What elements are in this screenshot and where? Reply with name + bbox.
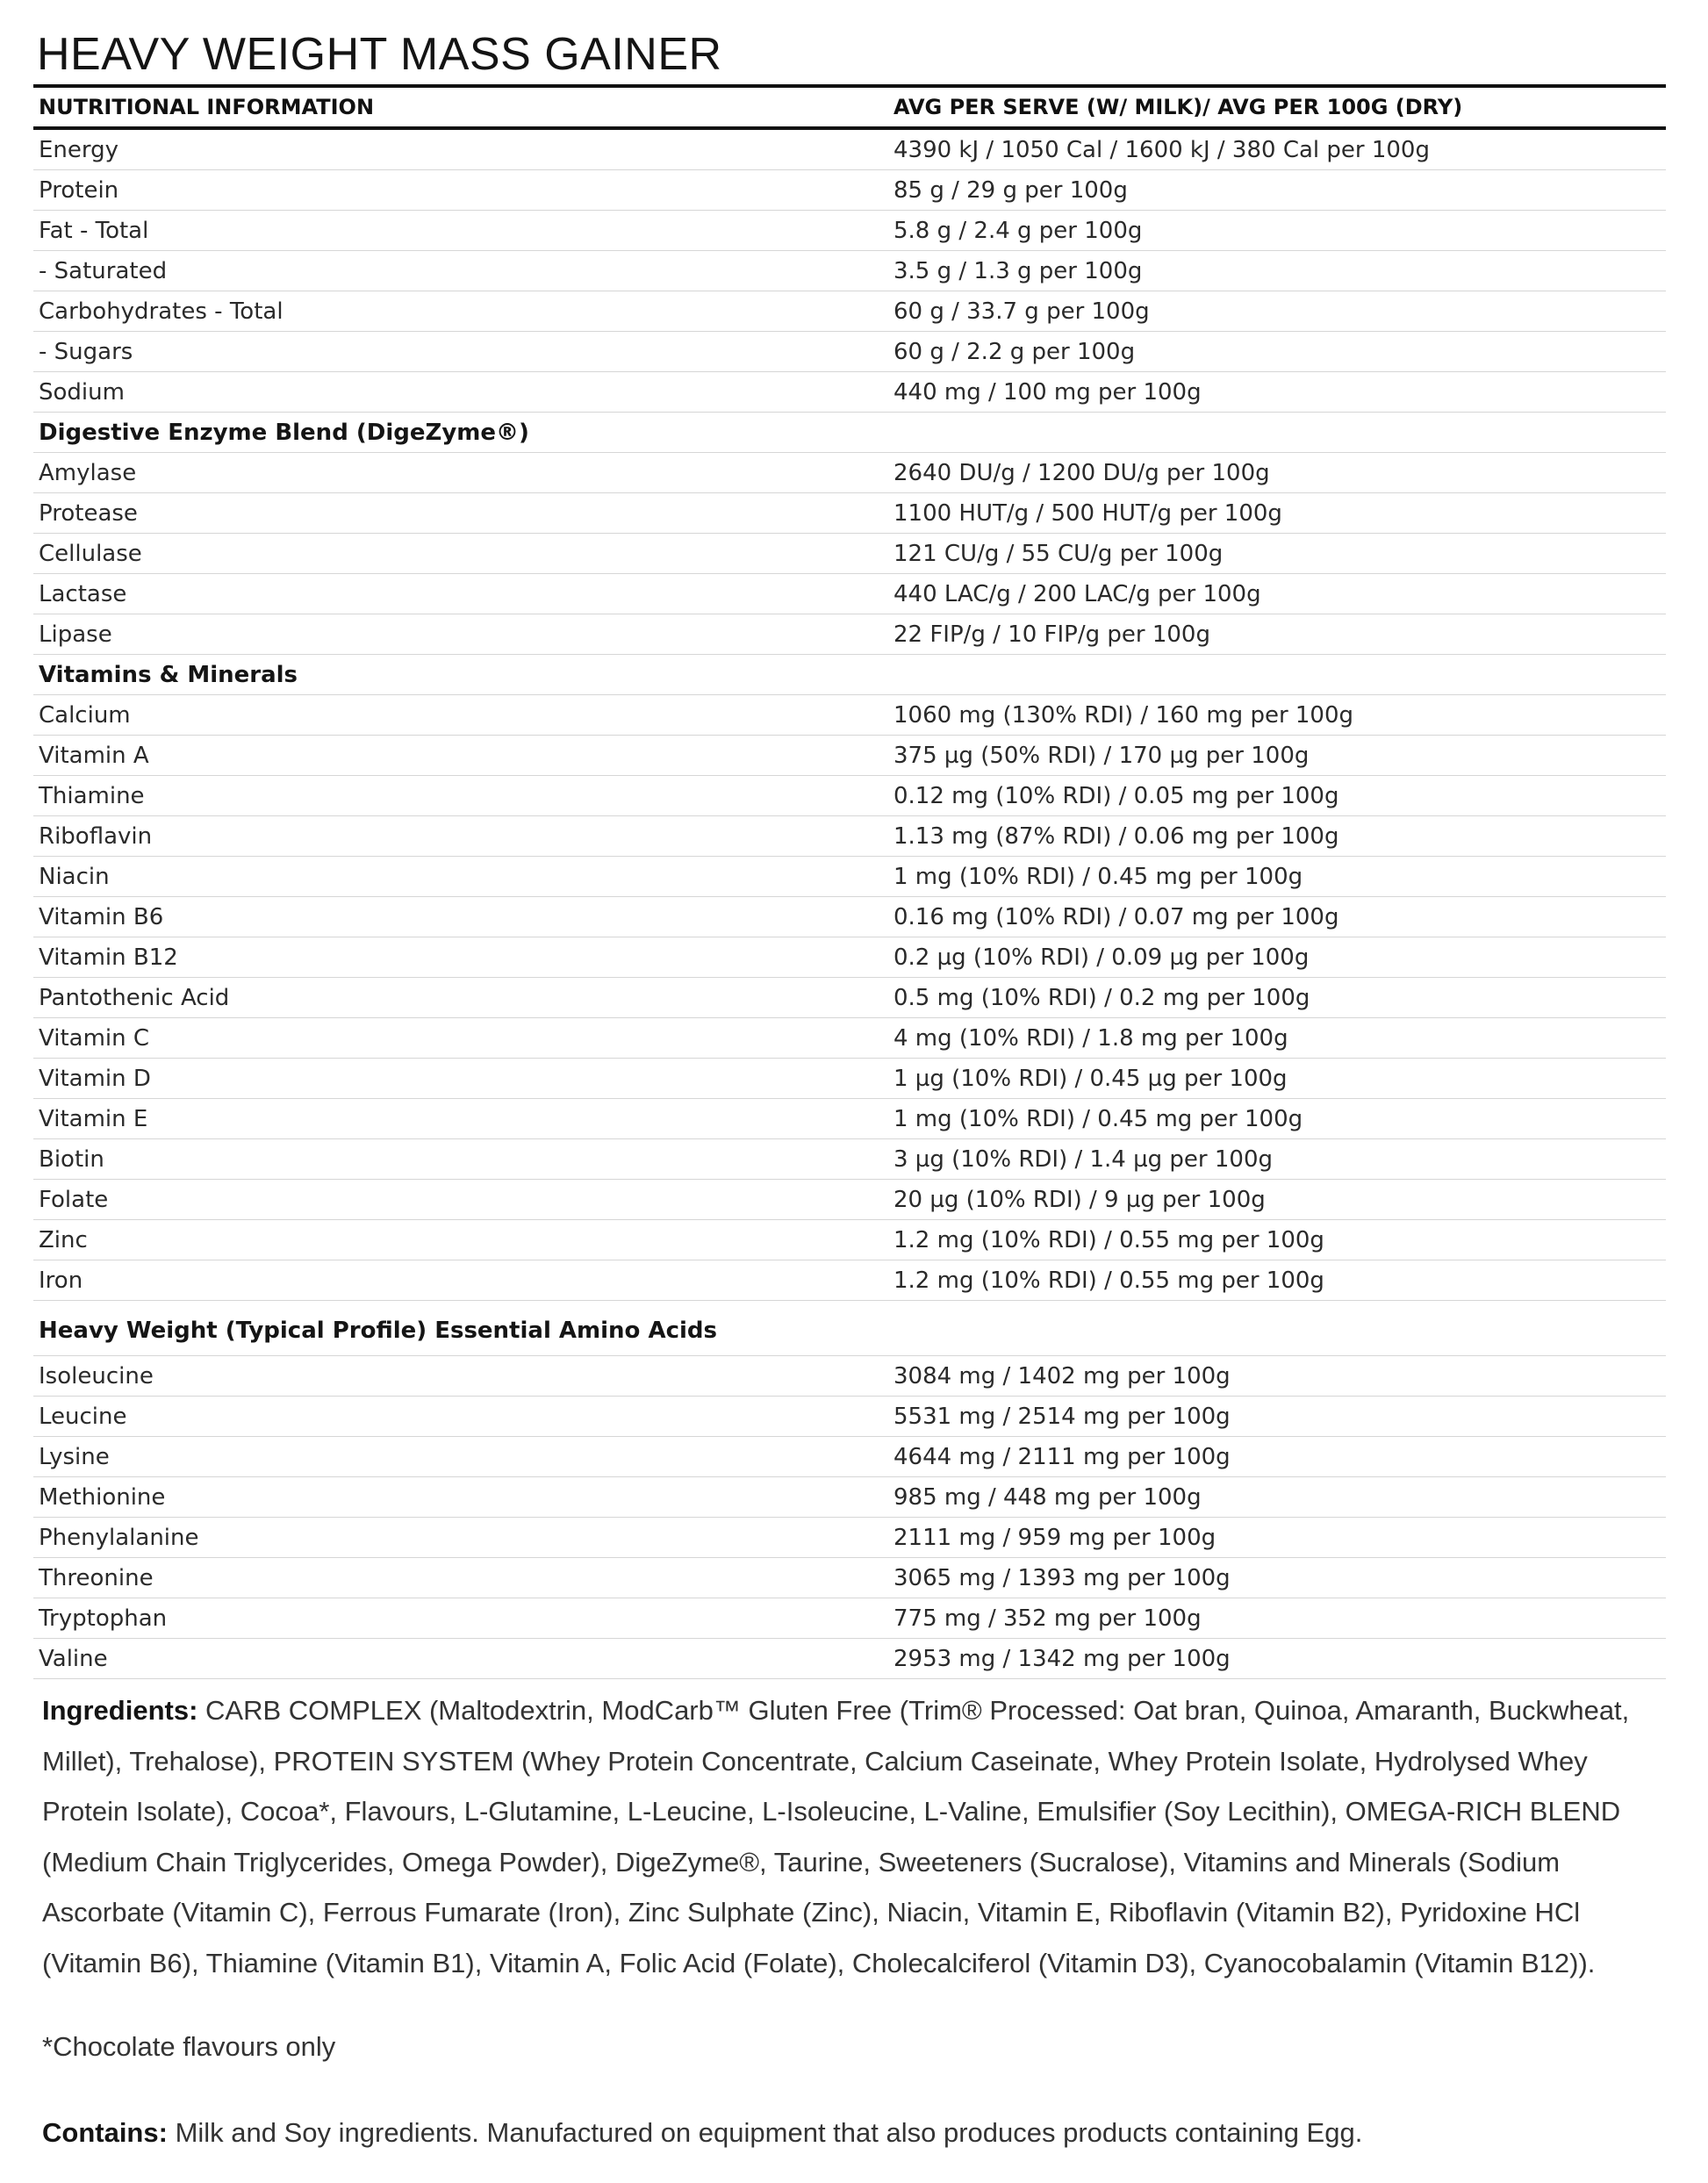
table-row [33, 1639, 1666, 1679]
table-row [33, 1437, 1666, 1477]
table-row [33, 1059, 1666, 1099]
nutrient-name: Fat - Total [33, 211, 888, 251]
nutrient-amount: 1060 mg (130% RDI) / 160 mg per 100g [888, 695, 1666, 736]
nutrient-amount: 3 µg (10% RDI) / 1.4 µg per 100g [888, 1139, 1666, 1180]
table-row [33, 1518, 1666, 1558]
table-row [33, 1558, 1666, 1598]
nutrient-amount: 0.16 mg (10% RDI) / 0.07 mg per 100g [888, 897, 1666, 937]
table-row [33, 857, 1666, 897]
ingredients-text [42, 1685, 1657, 1988]
table-row [33, 574, 1666, 614]
nutrient-amount: 0.12 mg (10% RDI) / 0.05 mg per 100g [888, 776, 1666, 816]
nutrient-name: Biotin [33, 1139, 888, 1180]
nutrient-amount: 985 mg / 448 mg per 100g [888, 1477, 1666, 1518]
nutrient-name: Vitamin B12 [33, 937, 888, 978]
table-row [33, 1356, 1666, 1397]
table-row [33, 614, 1666, 655]
nutrient-name: Vitamin D [33, 1059, 888, 1099]
nutrient-amount: 4644 mg / 2111 mg per 100g [888, 1437, 1666, 1477]
nutrient-amount: 2640 DU/g / 1200 DU/g per 100g [888, 453, 1666, 493]
nutrient-name: Threonine [33, 1558, 888, 1598]
section-header-row [33, 413, 1666, 453]
nutrient-amount: 22 FIP/g / 10 FIP/g per 100g [888, 614, 1666, 655]
nutrient-amount: 3084 mg / 1402 mg per 100g [888, 1356, 1666, 1397]
nutrient-amount: 3065 mg / 1393 mg per 100g [888, 1558, 1666, 1598]
nutrient-amount: 5531 mg / 2514 mg per 100g [888, 1397, 1666, 1437]
nutrient-name: Zinc [33, 1220, 888, 1260]
nutrient-name: Cellulase [33, 534, 888, 574]
table-row [33, 211, 1666, 251]
nutrient-name: Vitamin A [33, 736, 888, 776]
nutrient-amount: 1 mg (10% RDI) / 0.45 mg per 100g [888, 857, 1666, 897]
nutrient-amount: 4 mg (10% RDI) / 1.8 mg per 100g [888, 1018, 1666, 1059]
ingredients-label: Ingredients: [42, 1695, 198, 1726]
table-row [33, 1018, 1666, 1059]
nutrient-amount: 1.2 mg (10% RDI) / 0.55 mg per 100g [888, 1260, 1666, 1301]
nutrient-name: Riboflavin [33, 816, 888, 857]
nutrient-amount: 440 mg / 100 mg per 100g [888, 372, 1666, 413]
allergen-statement [42, 2115, 1362, 2151]
nutrient-amount: 1.13 mg (87% RDI) / 0.06 mg per 100g [888, 816, 1666, 857]
table-row [33, 1099, 1666, 1139]
section-title: Heavy Weight (Typical Profile) Essential Amino Acids [33, 1301, 888, 1356]
nutrient-name: Iron [33, 1260, 888, 1301]
table-row [33, 695, 1666, 736]
table-row [33, 1598, 1666, 1639]
table-row [33, 816, 1666, 857]
nutrient-amount: 0.2 µg (10% RDI) / 0.09 µg per 100g [888, 937, 1666, 978]
table-row [33, 1260, 1666, 1301]
nutrient-name: Calcium [33, 695, 888, 736]
nutrient-name: Protease [33, 493, 888, 534]
nutrient-name: - Saturated [33, 251, 888, 291]
nutrient-amount: 60 g / 33.7 g per 100g [888, 291, 1666, 332]
contains-label: Contains: [42, 2117, 168, 2148]
nutrient-amount [888, 655, 1666, 695]
nutrient-amount: 0.5 mg (10% RDI) / 0.2 mg per 100g [888, 978, 1666, 1018]
table-row [33, 128, 1666, 170]
nutrient-amount: 2111 mg / 959 mg per 100g [888, 1518, 1666, 1558]
table-row [33, 291, 1666, 332]
table-row [33, 897, 1666, 937]
table-row [33, 332, 1666, 372]
nutrient-amount: 1100 HUT/g / 500 HUT/g per 100g [888, 493, 1666, 534]
nutrient-name: Vitamin C [33, 1018, 888, 1059]
nutrient-amount [888, 1301, 1666, 1356]
nutrient-name: Phenylalanine [33, 1518, 888, 1558]
nutrient-name: Carbohydrates - Total [33, 291, 888, 332]
nutrient-name: Protein [33, 170, 888, 211]
table-row [33, 937, 1666, 978]
nutrient-name: Vitamin B6 [33, 897, 888, 937]
nutrient-name: Amylase [33, 453, 888, 493]
nutrient-amount: 1 mg (10% RDI) / 0.45 mg per 100g [888, 1099, 1666, 1139]
nutrient-name: Vitamin E [33, 1099, 888, 1139]
nutrient-name: Leucine [33, 1397, 888, 1437]
nutrient-amount: 440 LAC/g / 200 LAC/g per 100g [888, 574, 1666, 614]
table-row [33, 251, 1666, 291]
table-row [33, 1180, 1666, 1220]
nutrient-name: Methionine [33, 1477, 888, 1518]
table-header-row [33, 86, 1666, 128]
section-header-row [33, 655, 1666, 695]
table-row [33, 1139, 1666, 1180]
nutrition-table-body [33, 128, 1666, 1679]
table-row [33, 372, 1666, 413]
nutrient-name: Sodium [33, 372, 888, 413]
nutrient-name: Lipase [33, 614, 888, 655]
table-row [33, 736, 1666, 776]
nutrient-name: Tryptophan [33, 1598, 888, 1639]
contains-text: Milk and Soy ingredients. Manufactured on equipment that also produces products containing Egg. [175, 2117, 1363, 2148]
column-header-amount: AVG PER SERVE (W/ MILK)/ AVG PER 100G (DRY) [888, 86, 1666, 128]
nutrient-amount: 1.2 mg (10% RDI) / 0.55 mg per 100g [888, 1220, 1666, 1260]
nutrient-name: Valine [33, 1639, 888, 1679]
nutrient-amount: 4390 kJ / 1050 Cal / 1600 kJ / 380 Cal per 100g [888, 128, 1666, 170]
nutrient-amount: 2953 mg / 1342 mg per 100g [888, 1639, 1666, 1679]
table-row [33, 534, 1666, 574]
nutrient-name: Niacin [33, 857, 888, 897]
nutrient-amount: 5.8 g / 2.4 g per 100g [888, 211, 1666, 251]
nutrient-name: Folate [33, 1180, 888, 1220]
table-row [33, 776, 1666, 816]
table-row [33, 978, 1666, 1018]
nutrient-name: Energy [33, 128, 888, 170]
table-row [33, 453, 1666, 493]
ingredients-list: CARB COMPLEX (Maltodextrin, ModCarb™ Gluten Free (Trim® Processed: Oat bran, Quinoa, Amaranth, Buckwheat, Millet), Trehalose), PROTEIN SYSTEM (Whey Protein Concentrate, Calcium Caseinate, Whey Protein Isolate, Hydrolysed Whey Protein Isolate), Cocoa*, Flavours, L-Glutamine, L-Leucine, L-Isoleucine, L-Valine, Emulsifier (Soy Lecithin), OMEGA-RICH BLEND (Medium Chain Triglycerides, Omega Powder), DigeZyme®, Taurine, Sweeteners (Sucralose), Vitamins and Minerals (Sodium Ascorbate (Vitamin C), Ferrous Fumarate (Iron), Zinc Sulphate (Zinc), Niacin, Vitamin E, Riboflavin (Vitamin B2), Pyridoxine HCl (Vitamin B6), Thiamine (Vitamin B1), Vitamin A, Folic Acid (Folate), Cholecalciferol (Vitamin D3), Cyanocobalamin (Vitamin B12)). [42, 1695, 1630, 1978]
section-title: Vitamins & Minerals [33, 655, 888, 695]
table-row [33, 493, 1666, 534]
table-row [33, 1477, 1666, 1518]
nutrient-name: Thiamine [33, 776, 888, 816]
footnote: *Chocolate flavours only [42, 2031, 336, 2062]
table-row [33, 1397, 1666, 1437]
nutrient-name: Pantothenic Acid [33, 978, 888, 1018]
nutrient-amount: 85 g / 29 g per 100g [888, 170, 1666, 211]
nutrient-amount: 775 mg / 352 mg per 100g [888, 1598, 1666, 1639]
table-row [33, 170, 1666, 211]
nutrient-amount: 1 µg (10% RDI) / 0.45 µg per 100g [888, 1059, 1666, 1099]
nutrient-amount: 375 µg (50% RDI) / 170 µg per 100g [888, 736, 1666, 776]
nutrient-name: - Sugars [33, 332, 888, 372]
page-title: HEAVY WEIGHT MASS GAINER [37, 29, 722, 80]
section-header-row [33, 1301, 1666, 1356]
table-row [33, 1220, 1666, 1260]
nutrient-amount: 20 µg (10% RDI) / 9 µg per 100g [888, 1180, 1666, 1220]
section-title: Digestive Enzyme Blend (DigeZyme®) [33, 413, 888, 453]
nutrient-name: Isoleucine [33, 1356, 888, 1397]
nutrient-amount [888, 413, 1666, 453]
nutrient-name: Lactase [33, 574, 888, 614]
column-header-nutrient: NUTRITIONAL INFORMATION [33, 86, 888, 128]
nutrient-amount: 60 g / 2.2 g per 100g [888, 332, 1666, 372]
nutrient-amount: 3.5 g / 1.3 g per 100g [888, 251, 1666, 291]
nutrient-amount: 121 CU/g / 55 CU/g per 100g [888, 534, 1666, 574]
nutrition-table [33, 84, 1666, 1679]
nutrient-name: Lysine [33, 1437, 888, 1477]
